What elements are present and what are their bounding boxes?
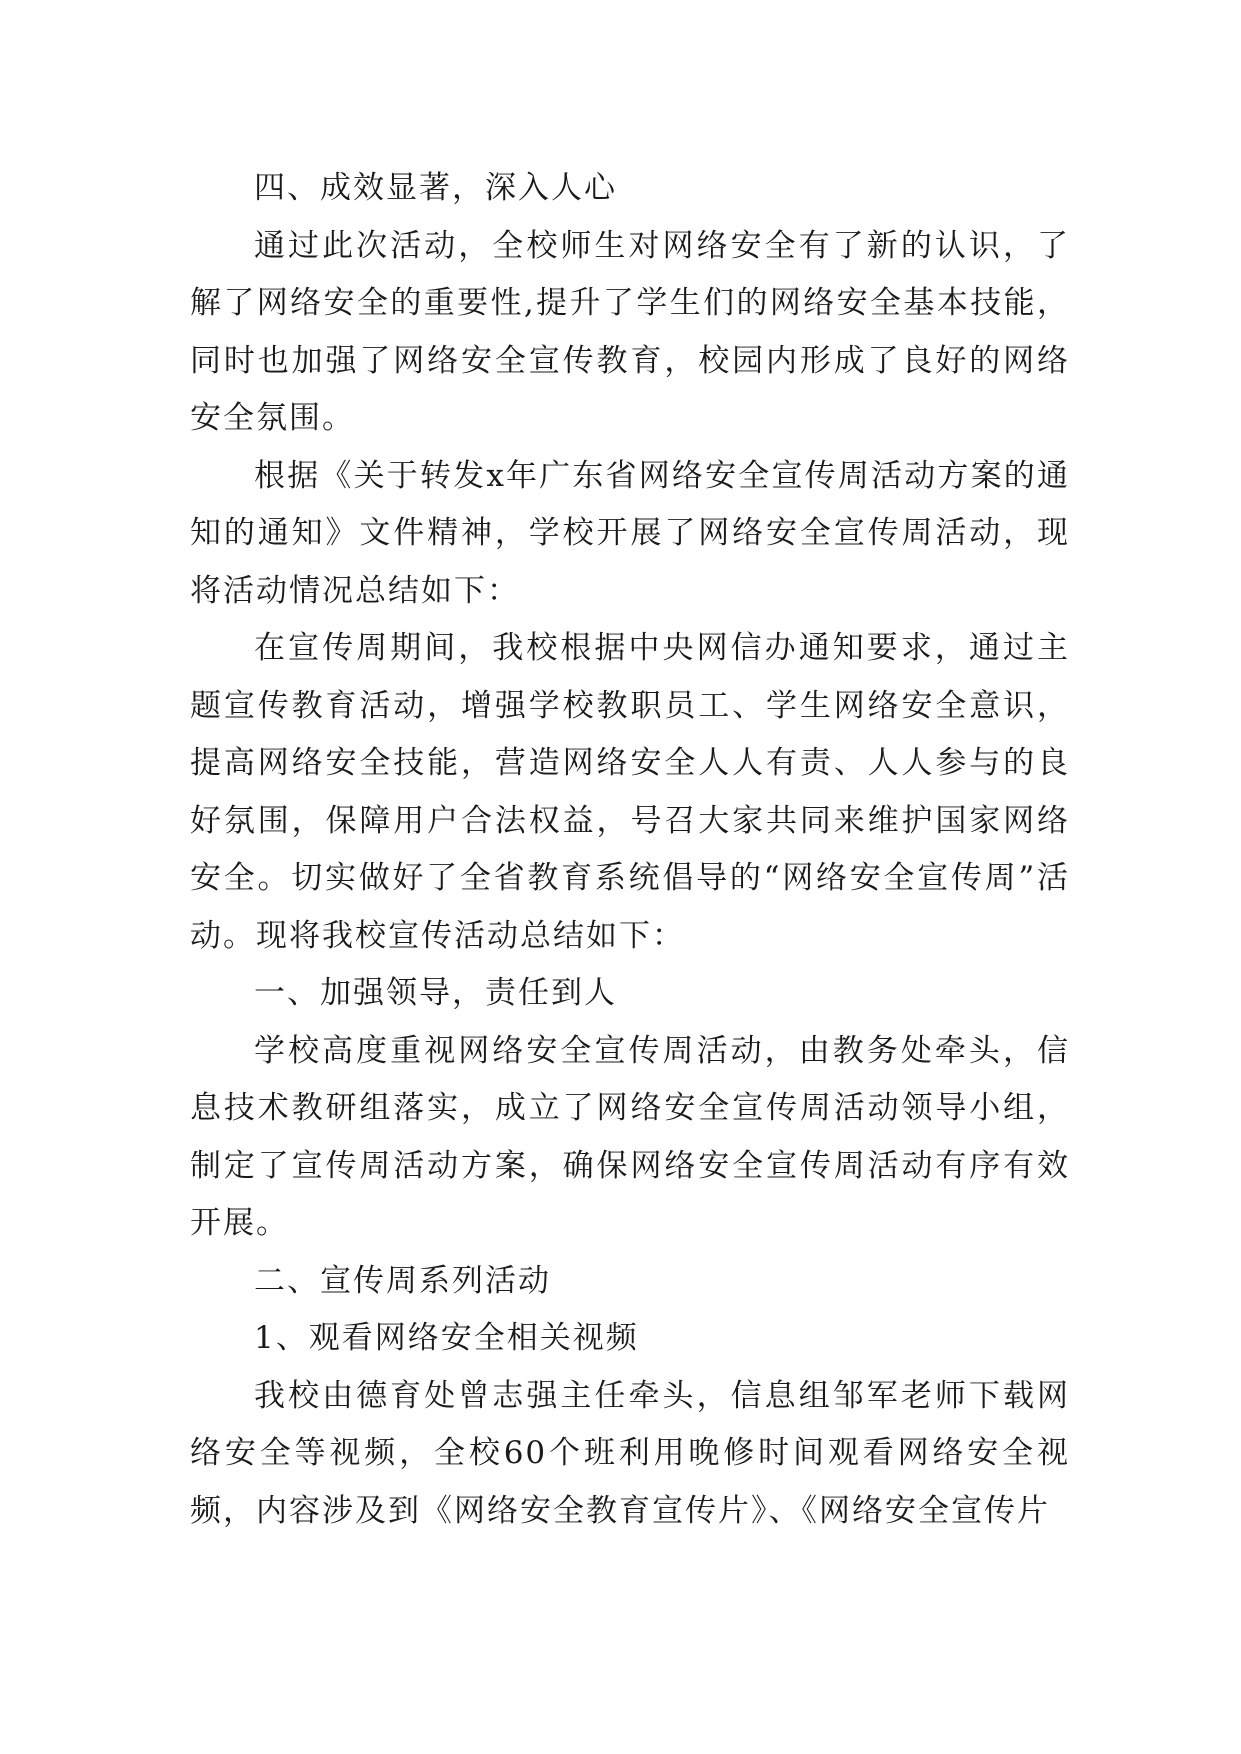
section-heading-1-leadership: 一、加强领导，责任到人 (254, 975, 617, 1011)
section-heading-2-activities: 二、宣传周系列活动 (254, 1262, 551, 1299)
document-body (190, 160, 1070, 1540)
subsection-heading-1-videos: 1、观看网络安全相关视频 (254, 1320, 639, 1356)
section-heading-4-results: 四、成效显著，深入人心 (254, 170, 617, 206)
paragraph-document-basis: 根据《关于转发x年广东省网络安全宣传周活动方案的通知的通知》文件精神，学校开展了网络安全宣传周活动，现将活动情况总结如下： (190, 457, 1070, 609)
paragraph-video-viewing: 我校由德育处曾志强主任牵头，信息组邹军老师下载网络安全等视频，全校60个班利用晚修时间观看网络安全视频，内容涉及到《网络安全教育宣传片》、《网络安全宣传片 (190, 1377, 1070, 1529)
paragraph-leadership: 学校高度重视网络安全宣传周活动，由教务处牵头，信息技术教研组落实，成立了网络安全宣传周活动领导小组，制定了宣传周活动方案，确保网络安全宣传周活动有序有效开展。 (190, 1032, 1070, 1241)
paragraph-results-summary: 通过此次活动，全校师生对网络安全有了新的认识，了解了网络安全的重要性,提升了学生们的网络安全基本技能，同时也加强了网络安全宣传教育，校园内形成了良好的网络安全氛围。 (190, 227, 1070, 436)
paragraph-campaign-overview: 在宣传周期间，我校根据中央网信办通知要求，通过主题宣传教育活动，增强学校教职员工、学生网络安全意识，提高网络安全技能，营造网络安全人人有责、人人参与的良好氛围，保障用户合法权益，号召大家共同来维护国家网络安全。切实做好了全省教育系统倡导的“网络安全宣传周”活动。现将我校宣传活动总结如下： (190, 630, 1070, 954)
